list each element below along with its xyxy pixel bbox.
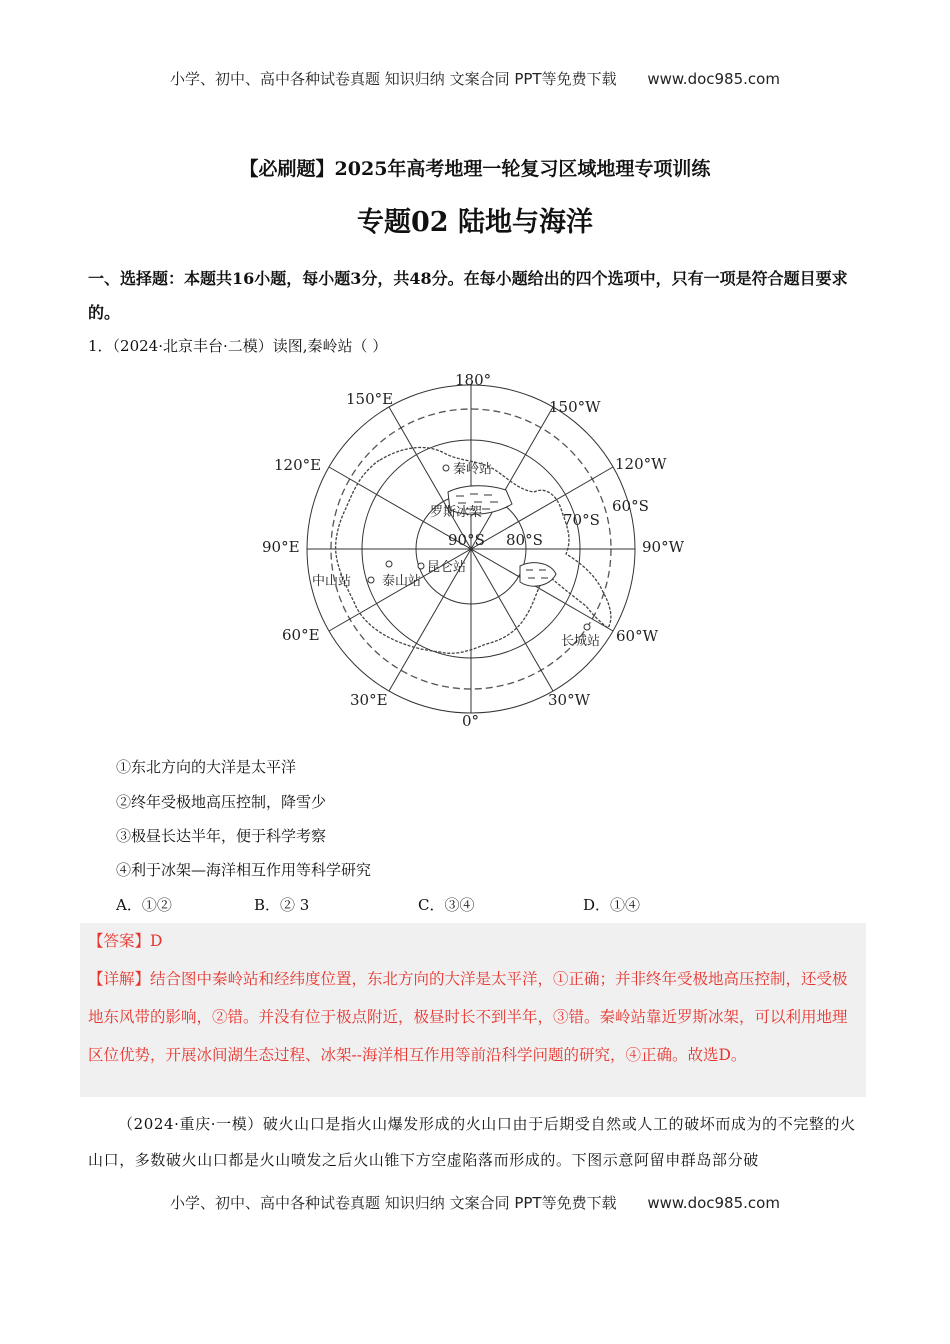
label-150e: 150°E	[346, 390, 394, 408]
label-180: 180°	[455, 371, 492, 389]
label-ross-ice-shelf: 罗斯冰架	[430, 505, 483, 520]
label-150w: 150°W	[549, 398, 601, 416]
antarctica-polar-map	[250, 368, 700, 738]
station-changcheng-marker	[584, 624, 590, 630]
header-url[interactable]: www.doc985.com	[647, 70, 780, 88]
footer-text: 小学、初中、高中各种试卷真题 知识归纳 文案合同 PPT等免费下载	[170, 1194, 617, 1212]
document-title: 【必刷题】2025年高考地理一轮复习区域地理专项训练	[239, 158, 711, 180]
statement-2: ②终年受极地高压控制，降雪少	[116, 793, 327, 811]
label-qinling-station: 秦岭站	[453, 462, 493, 477]
statement-3: ③极昼长达半年，便于科学考察	[116, 827, 327, 845]
question-2-intro: （2024·重庆·一模）破火山口是指火山爆发形成的火山口由于后期受自然或人工的破坏而成为的不完整的火山口，多数破火山口都是火山喷发之后火山锥下方空虚陷落而形成的。下图示意阿留申群岛部分破	[88, 1115, 856, 1169]
header-text: 小学、初中、高中各种试卷真题 知识归纳 文案合同 PPT等免费下载	[170, 70, 617, 88]
label-kunlun-station: 昆仑站	[427, 560, 467, 575]
footer-url[interactable]: www.doc985.com	[647, 1194, 780, 1212]
label-zhongshan-station: 中山站	[312, 574, 352, 589]
label-60w: 60°W	[616, 627, 659, 645]
label-30e: 30°E	[350, 691, 388, 709]
meridian-lines	[307, 385, 635, 713]
label-60s: 60°S	[612, 497, 649, 515]
ronne-ice-shelf-hatch	[520, 563, 556, 586]
label-0: 0°	[462, 712, 480, 730]
choice-a[interactable]: A．①②	[116, 896, 172, 914]
page-header	[0, 68, 950, 89]
label-90w: 90°W	[642, 538, 685, 556]
statement-1: ①东北方向的大洋是太平洋	[116, 758, 297, 776]
choice-d[interactable]: D．①④	[583, 896, 641, 914]
choice-c[interactable]: C．③④	[418, 896, 475, 914]
label-70s: 70°S	[563, 511, 600, 529]
label-changcheng-station: 长城站	[561, 634, 601, 649]
label-120e: 120°E	[274, 456, 322, 474]
station-zhongshan-marker	[368, 577, 374, 583]
answer-label: 【答案】D	[88, 932, 163, 950]
label-30w: 30°W	[548, 691, 591, 709]
document-subtitle: 专题02 陆地与海洋	[357, 207, 593, 238]
label-90s: 90°S	[448, 531, 485, 549]
page-footer	[0, 1192, 950, 1213]
label-120w: 120°W	[615, 455, 667, 473]
label-taishan-station: 泰山站	[382, 574, 422, 589]
station-kunlun-marker	[418, 563, 424, 569]
station-taishan-marker	[386, 561, 392, 567]
label-60e: 60°E	[282, 626, 320, 644]
choice-b[interactable]: B．② 3	[254, 896, 310, 914]
answer-detail: 【详解】结合图中秦岭站和经纬度位置，东北方向的大洋是太平洋，①正确；并非终年受极地高压控制，还受极地东风带的影响，②错。并没有位于极点附近，极昼时长不到半年，③错。秦岭站靠近罗斯冰架，可以利用地理区位优势，开展冰间湖生态过程、冰架--海洋相互作用等前沿科学问题的研究，④正确。故选D。	[88, 970, 848, 1064]
label-80s: 80°S	[506, 531, 543, 549]
label-90e: 90°E	[262, 538, 300, 556]
section-heading: 一、选择题：本题共16小题，每小题3分，共48分。在每小题给出的四个选项中，只有一项是符合题目要求的。	[88, 269, 848, 322]
question-1-stem: 1．（2024·北京丰台·二模）读图,秦岭站（ ）	[88, 337, 388, 355]
station-qinling-marker	[443, 465, 449, 471]
statement-4: ④利于冰架—海洋相互作用等科学研究	[116, 861, 372, 879]
